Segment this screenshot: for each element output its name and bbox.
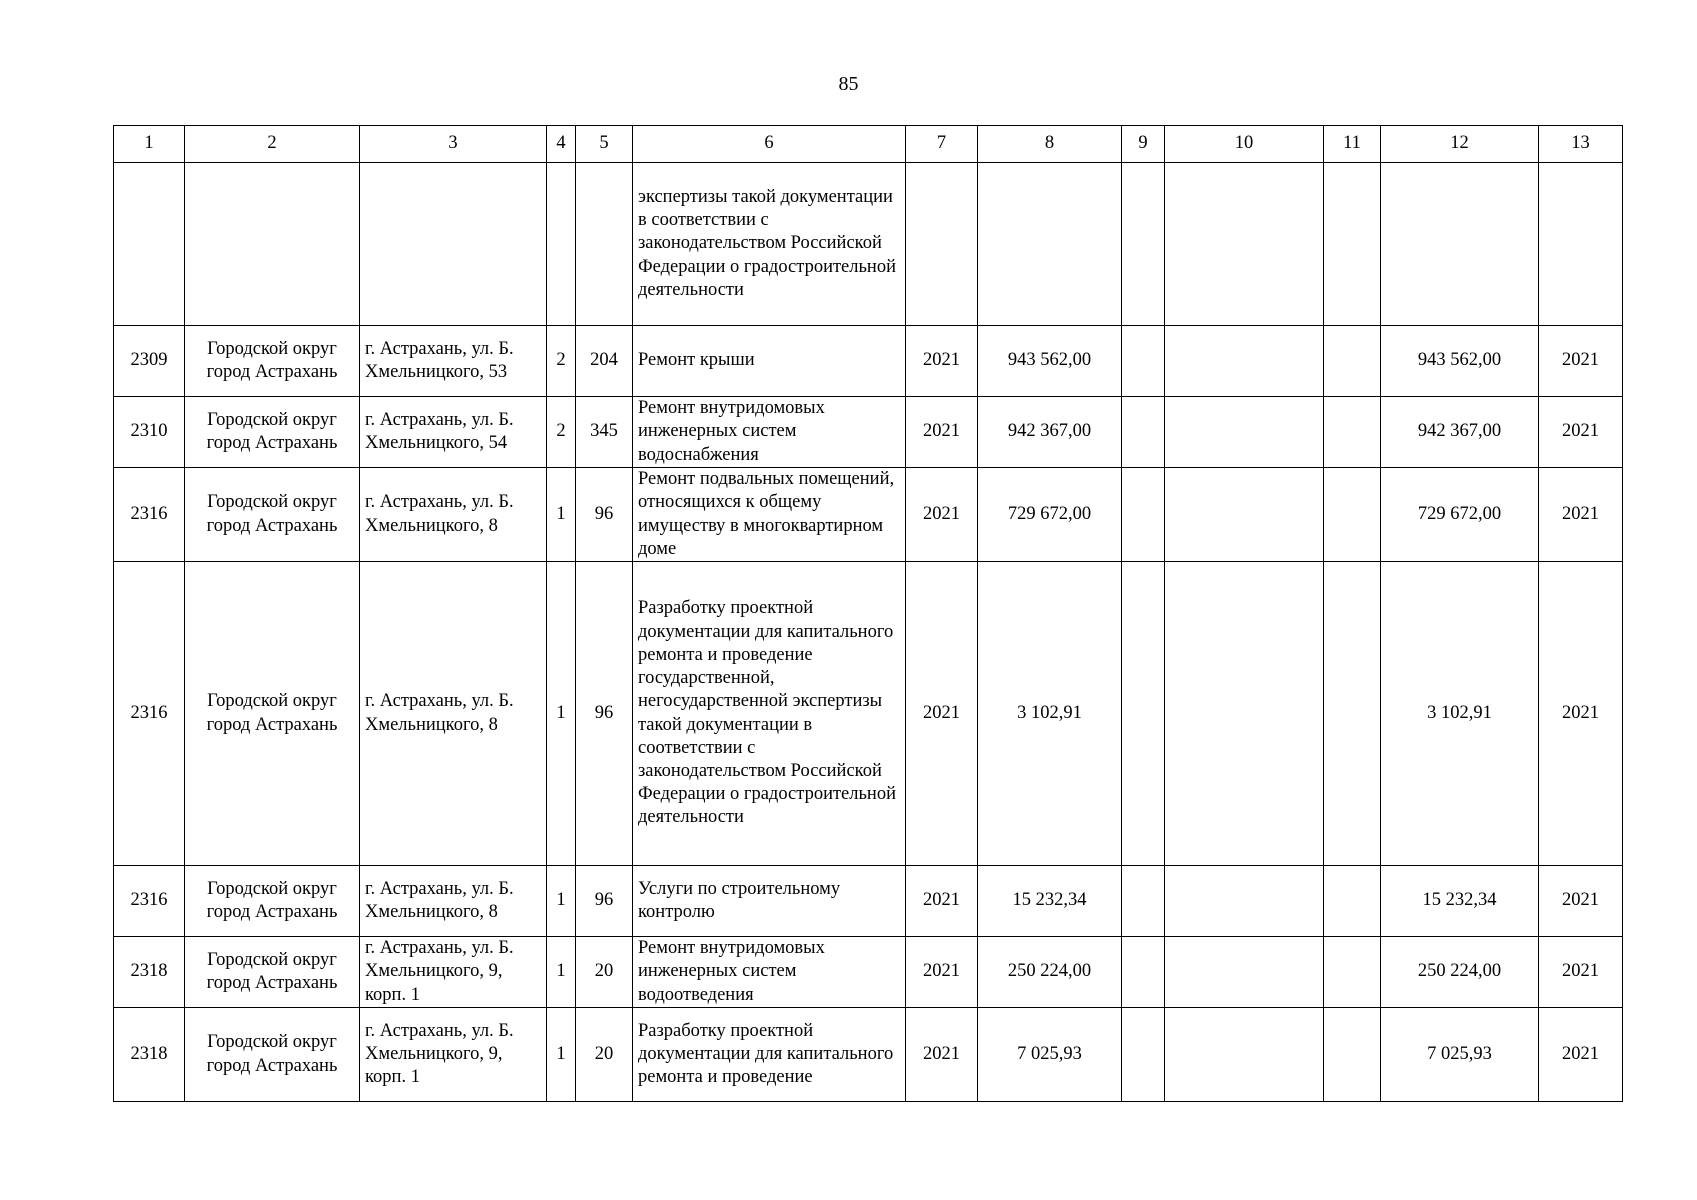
- cell-col12: 3 102,91: [1381, 562, 1539, 866]
- column-header: 12: [1381, 126, 1539, 163]
- cell-address: [360, 163, 547, 326]
- cell-col13: 2021: [1539, 468, 1623, 562]
- cell-col9: [1122, 163, 1165, 326]
- cell-work-type: Разработку проектной документации для капитального ремонта и проведение: [633, 1008, 906, 1102]
- cell-col11: [1324, 937, 1381, 1008]
- cell-col9: [1122, 468, 1165, 562]
- cell-col11: [1324, 866, 1381, 937]
- cell-col4: [547, 163, 576, 326]
- cell-address: г. Астрахань, ул. Б. Хмельницкого, 8: [360, 562, 547, 866]
- column-header: 1: [114, 126, 185, 163]
- cell-municipality: Городской округ город Астрахань: [185, 866, 360, 937]
- cell-col5: 96: [576, 468, 633, 562]
- cell-col10: [1165, 326, 1324, 397]
- cell-col11: [1324, 468, 1381, 562]
- cell-year: 2021: [906, 937, 978, 1008]
- cell-number: 2316: [114, 562, 185, 866]
- column-header: 11: [1324, 126, 1381, 163]
- cell-col10: [1165, 866, 1324, 937]
- cell-col10: [1165, 1008, 1324, 1102]
- column-header: 9: [1122, 126, 1165, 163]
- cell-col11: [1324, 326, 1381, 397]
- cell-col9: [1122, 1008, 1165, 1102]
- cell-col13: 2021: [1539, 326, 1623, 397]
- cell-col12: [1381, 163, 1539, 326]
- cell-col5: 20: [576, 1008, 633, 1102]
- cell-address: г. Астрахань, ул. Б. Хмельницкого, 9, корп. 1: [360, 937, 547, 1008]
- cell-municipality: [185, 163, 360, 326]
- cell-number: 2318: [114, 1008, 185, 1102]
- cell-col4: 2: [547, 326, 576, 397]
- cell-number: 2316: [114, 866, 185, 937]
- cell-number: [114, 163, 185, 326]
- cell-municipality: Городской округ город Астрахань: [185, 937, 360, 1008]
- cell-col13: 2021: [1539, 937, 1623, 1008]
- cell-col12: 7 025,93: [1381, 1008, 1539, 1102]
- table-row: [114, 1008, 1623, 1102]
- cell-year: 2021: [906, 1008, 978, 1102]
- cell-col13: 2021: [1539, 866, 1623, 937]
- cell-col5: 20: [576, 937, 633, 1008]
- cell-cost: [978, 163, 1122, 326]
- cell-work-type: Разработку проектной документации для капитального ремонта и проведение государственной, негосударственной экспертизы такой документации в соответствии с законодательством Российской Федерации о градостроительной деятельности: [633, 562, 906, 866]
- cell-col11: [1324, 1008, 1381, 1102]
- cell-col5: 96: [576, 562, 633, 866]
- cell-address: г. Астрахань, ул. Б. Хмельницкого, 8: [360, 866, 547, 937]
- cell-work-type: Ремонт крыши: [633, 326, 906, 397]
- cell-col9: [1122, 866, 1165, 937]
- cell-work-type: Ремонт подвальных помещений, относящихся к общему имуществу в многоквартирном доме: [633, 468, 906, 562]
- cell-cost: 729 672,00: [978, 468, 1122, 562]
- cell-cost: 942 367,00: [978, 397, 1122, 468]
- cell-col5: 96: [576, 866, 633, 937]
- cell-col13: [1539, 163, 1623, 326]
- cell-col13: 2021: [1539, 1008, 1623, 1102]
- cell-year: 2021: [906, 866, 978, 937]
- cell-number: 2316: [114, 468, 185, 562]
- cell-address: г. Астрахань, ул. Б. Хмельницкого, 9, корп. 1: [360, 1008, 547, 1102]
- header-row: [114, 126, 1623, 163]
- cell-col4: 1: [547, 866, 576, 937]
- cell-year: [906, 163, 978, 326]
- column-header: 4: [547, 126, 576, 163]
- cell-year: 2021: [906, 468, 978, 562]
- column-header: 5: [576, 126, 633, 163]
- cell-number: 2310: [114, 397, 185, 468]
- column-header: 13: [1539, 126, 1623, 163]
- column-header: 3: [360, 126, 547, 163]
- cell-col10: [1165, 163, 1324, 326]
- cell-col13: 2021: [1539, 562, 1623, 866]
- cell-work-type: экспертизы такой документации в соответствии с законодательством Российской Федерации о градостроительной деятельности: [633, 163, 906, 326]
- cell-municipality: Городской округ город Астрахань: [185, 468, 360, 562]
- column-header: 10: [1165, 126, 1324, 163]
- column-header: 6: [633, 126, 906, 163]
- cell-col9: [1122, 562, 1165, 866]
- cell-cost: 3 102,91: [978, 562, 1122, 866]
- cell-work-type: Ремонт внутридомовых инженерных систем водоснабжения: [633, 397, 906, 468]
- cell-col5: [576, 163, 633, 326]
- table-body: [114, 163, 1623, 1102]
- table-row: [114, 326, 1623, 397]
- cell-col10: [1165, 397, 1324, 468]
- cell-col12: 15 232,34: [1381, 866, 1539, 937]
- cell-address: г. Астрахань, ул. Б. Хмельницкого, 8: [360, 468, 547, 562]
- cell-col4: 1: [547, 937, 576, 1008]
- cell-col10: [1165, 562, 1324, 866]
- cell-work-type: Ремонт внутридомовых инженерных систем водоотведения: [633, 937, 906, 1008]
- cell-work-type: Услуги по строительному контролю: [633, 866, 906, 937]
- cell-col9: [1122, 326, 1165, 397]
- cell-cost: 15 232,34: [978, 866, 1122, 937]
- cell-address: г. Астрахань, ул. Б. Хмельницкого, 54: [360, 397, 547, 468]
- cell-municipality: Городской округ город Астрахань: [185, 397, 360, 468]
- cell-address: г. Астрахань, ул. Б. Хмельницкого, 53: [360, 326, 547, 397]
- repair-program-table: [113, 125, 1623, 1102]
- table-row: [114, 866, 1623, 937]
- cell-col11: [1324, 397, 1381, 468]
- cell-col11: [1324, 562, 1381, 866]
- column-header: 7: [906, 126, 978, 163]
- cell-col10: [1165, 937, 1324, 1008]
- cell-cost: 943 562,00: [978, 326, 1122, 397]
- cell-col12: 943 562,00: [1381, 326, 1539, 397]
- cell-col13: 2021: [1539, 397, 1623, 468]
- cell-col4: 2: [547, 397, 576, 468]
- cell-col4: 1: [547, 468, 576, 562]
- cell-municipality: Городской округ город Астрахань: [185, 326, 360, 397]
- cell-municipality: Городской округ город Астрахань: [185, 562, 360, 866]
- cell-cost: 250 224,00: [978, 937, 1122, 1008]
- cell-col4: 1: [547, 1008, 576, 1102]
- table-row: [114, 468, 1623, 562]
- cell-col5: 345: [576, 397, 633, 468]
- cell-col4: 1: [547, 562, 576, 866]
- table-row: [114, 562, 1623, 866]
- table-row: [114, 937, 1623, 1008]
- cell-year: 2021: [906, 326, 978, 397]
- column-header: 2: [185, 126, 360, 163]
- cell-number: 2309: [114, 326, 185, 397]
- cell-number: 2318: [114, 937, 185, 1008]
- column-header: 8: [978, 126, 1122, 163]
- cell-municipality: Городской округ город Астрахань: [185, 1008, 360, 1102]
- cell-cost: 7 025,93: [978, 1008, 1122, 1102]
- cell-col9: [1122, 397, 1165, 468]
- cell-year: 2021: [906, 397, 978, 468]
- cell-col10: [1165, 468, 1324, 562]
- cell-year: 2021: [906, 562, 978, 866]
- page-number: 85: [838, 73, 859, 95]
- cell-col5: 204: [576, 326, 633, 397]
- cell-col12: 729 672,00: [1381, 468, 1539, 562]
- table-row: [114, 397, 1623, 468]
- cell-col12: 942 367,00: [1381, 397, 1539, 468]
- cell-col9: [1122, 937, 1165, 1008]
- table-row: [114, 163, 1623, 326]
- cell-col11: [1324, 163, 1381, 326]
- cell-col12: 250 224,00: [1381, 937, 1539, 1008]
- table-header: [114, 126, 1623, 163]
